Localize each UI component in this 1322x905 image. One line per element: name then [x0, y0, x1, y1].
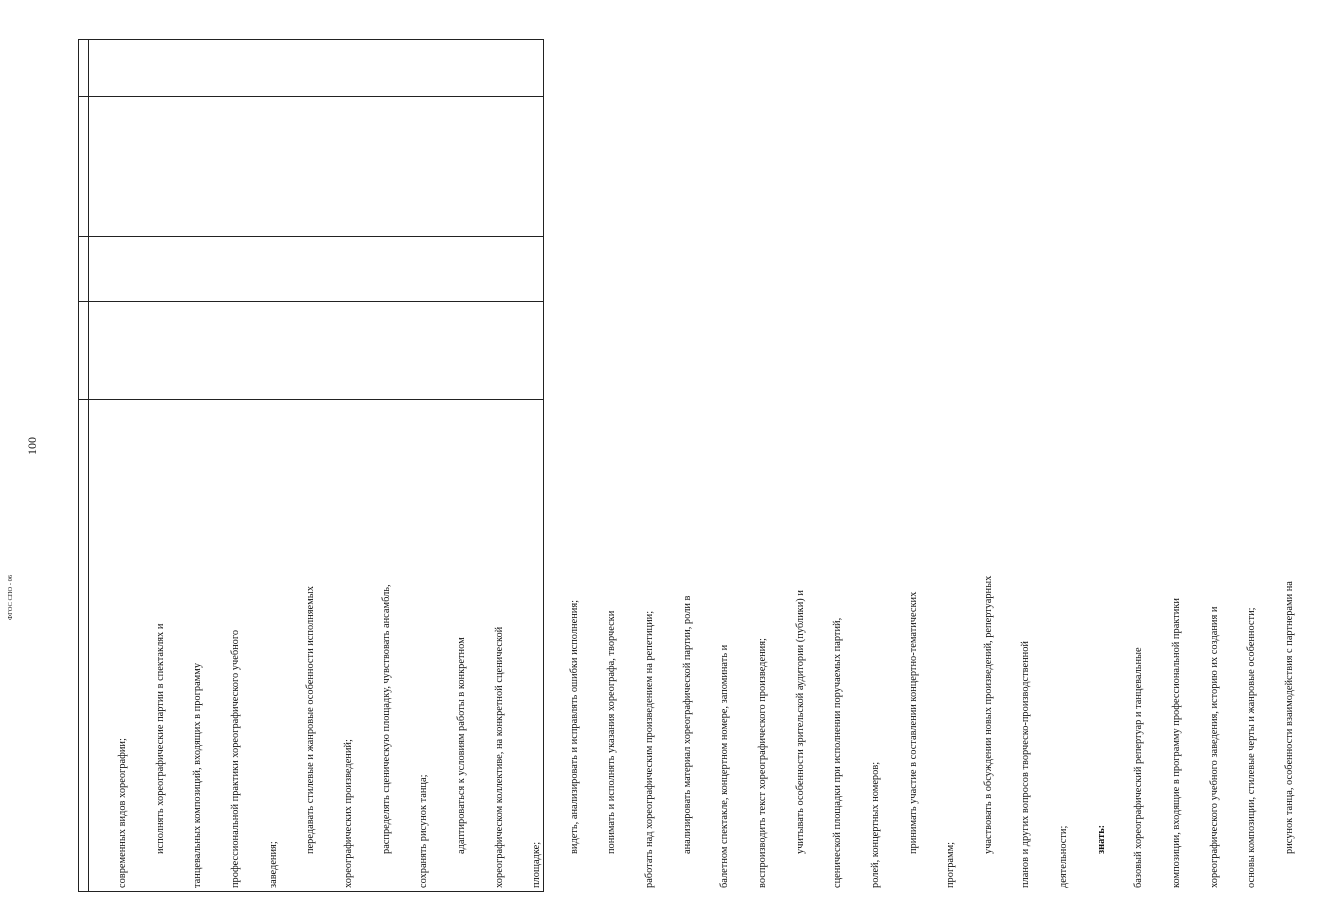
text-line: видеть, анализировать и исправлять ошибки исполнения;: [568, 599, 580, 854]
text-line: воспроизводить текст хореографического произведения;: [756, 638, 768, 888]
text-line: композиции, входящие в программу профессиональной практики: [1171, 598, 1183, 888]
text-line: программ;: [945, 841, 957, 888]
column-divider: [88, 39, 89, 892]
text-line: работать над хореографическим произведением на репетиции;: [644, 610, 656, 888]
text-line: современных видов хореографии;: [117, 738, 129, 888]
table-border-left: [78, 39, 79, 892]
text-line: адаптироваться к условиям работы в конкретном: [455, 637, 467, 854]
row-divider-4: [78, 96, 544, 97]
text-line: рисунок танца, особенности взаимодействия с партнерами на: [1283, 581, 1295, 854]
text-line: площадке;: [531, 841, 543, 888]
text-line: учитывать особенности зрительской аудитории (публики) и: [794, 590, 806, 854]
text-line: основы композиции, стилевые черты и жанровые особенности;: [1246, 607, 1258, 888]
table-border-top: [78, 39, 544, 40]
text-line-heading: знать:: [1095, 824, 1107, 854]
row-divider-3: [78, 236, 544, 237]
text-line: участвовать в обсуждении новых произведений, репертуарных: [982, 575, 994, 854]
rotated-table: [78, 39, 1295, 892]
text-line: сценической площадки при исполнении поручаемых партий,: [832, 617, 844, 888]
text-line: передавать стилевые и жанровые особенности исполняемых: [305, 586, 317, 854]
text-line: исполнять хореографические партии в спектаклях и: [154, 623, 166, 854]
text-line: хореографических произведений;: [342, 739, 354, 888]
text-line: сохранять рисунок танца;: [418, 774, 430, 888]
text-line: планов и других вопросов творческо-производственной: [1020, 641, 1032, 888]
text-line: распределять сценическую площадку, чувствовать ансамбль,: [380, 584, 392, 854]
row-divider-2: [78, 301, 544, 302]
text-line: балетном спектакле, концертном номере, запоминать и: [719, 644, 731, 888]
text-line: анализировать материал хореографической партии, роли в: [681, 595, 693, 854]
text-line: понимать и исполнять указания хореографа, творчески: [606, 610, 618, 854]
text-line: принимать участие в составлении концертно-тематических: [907, 591, 919, 854]
text-line: ролей, концертных номеров;: [869, 761, 881, 888]
text-line: танцевальных композиций, входящих в программу: [192, 662, 204, 888]
table: [78, 39, 1295, 892]
table-border-bottom: [78, 891, 544, 892]
text-line: заведения;: [267, 841, 279, 888]
text-line: хореографическом коллективе, на конкретной сценической: [493, 626, 505, 888]
text-line: хореографического учебного заведения, историю их создания и: [1208, 606, 1220, 888]
text-line: профессиональной практики хореографического учебного: [230, 629, 242, 888]
content-cell: [92, 404, 1295, 888]
text-line: базовый хореографический репертуар и танцевальные: [1133, 647, 1145, 888]
page-number: 100: [25, 437, 39, 455]
row-divider-1: [78, 399, 544, 400]
footer-code: ФГОС СПО - 06: [7, 574, 14, 620]
text-line: деятельности;: [1058, 825, 1070, 888]
